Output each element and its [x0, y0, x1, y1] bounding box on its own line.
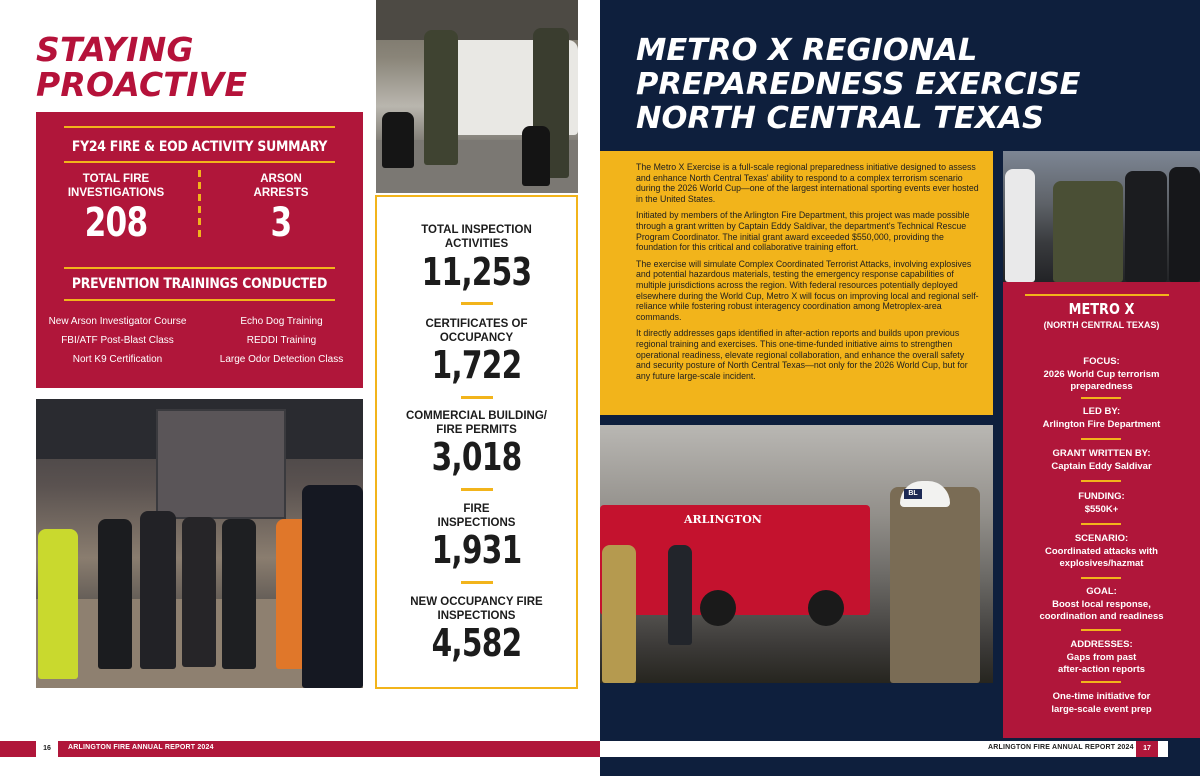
truck-lettering: ARLINGTON [684, 513, 762, 526]
metro-item-goal [1003, 586, 1200, 624]
metro-item-scenario [1003, 533, 1200, 571]
stat-label-line: ARRESTS [253, 187, 309, 199]
title-line: STAYING [36, 30, 194, 69]
metro-item-line: Gaps from past [1066, 651, 1137, 663]
bomb-squad-photo [1003, 151, 1200, 282]
footer-title: ARLINGTON FIRE ANNUAL REPORT 2024 [988, 744, 1134, 751]
page-number: 17 [1136, 741, 1158, 757]
summary-heading: FY24 FIRE & EOD ACTIVITY SUMMARY [71, 139, 328, 155]
training-item: Echo Dog Training [240, 316, 323, 327]
stat-value: 3,018 [431, 435, 522, 479]
title-line: PROACTIVE [36, 65, 248, 104]
title-line: METRO X REGIONAL [636, 33, 978, 68]
footer-left [0, 741, 600, 757]
stat-label-line: CERTIFICATES OF [425, 318, 528, 330]
metro-item-line: GRANT WRITTEN BY: [1052, 448, 1151, 459]
training-item: New Arson Investigator Course [48, 316, 187, 327]
metro-item-line: Coordinated attacks with [1045, 545, 1158, 557]
person-figure [1169, 167, 1200, 282]
person-figure [1125, 171, 1167, 282]
title-line: NORTH CENTRAL TEXAS [636, 101, 1044, 136]
divider [1081, 681, 1121, 683]
metro-title: METRO X [1068, 300, 1135, 318]
dog-figure [522, 126, 550, 186]
fire-truck-photo [600, 425, 993, 683]
divider [461, 581, 493, 584]
metro-item-one-time [1003, 691, 1200, 716]
divider [461, 302, 493, 305]
stat-label-line: COMMERCIAL BUILDING/ [406, 410, 547, 422]
training-class-photo [36, 399, 363, 688]
truck-wheel [700, 590, 736, 626]
body-paragraph: The exercise will simulate Complex Coordinated Terrorist Attacks, involving explosives and potential hazardous materials, testing the emergency response capabilities of multiple jurisdictions across the region. With federal resources potentially deployed elsewhere during the World Cup, Metro X will focus on improving local and regional self-reliance while fostering robust interagency coordination among Metroplex-area commands. [636, 258, 979, 322]
helmet-badge: BL [904, 489, 922, 499]
metro-item-funding [1003, 491, 1200, 516]
metro-item-line: Boost local response, [1052, 598, 1151, 610]
metro-item-line: FUNDING: [1078, 491, 1125, 502]
stat-value-arrests: 3 [270, 200, 292, 246]
divider [1081, 577, 1121, 579]
person-figure [182, 517, 216, 667]
metro-item-line: Captain Eddy Saldivar [1051, 460, 1152, 472]
person-figure [1005, 169, 1035, 282]
metro-item-line: FOCUS: [1083, 356, 1120, 367]
title-line: PREPAREDNESS EXERCISE [636, 67, 1081, 102]
metro-item-led-by [1003, 406, 1200, 431]
metro-item-line: GOAL: [1086, 586, 1117, 597]
stat-value: 11,253 [421, 250, 532, 294]
person-figure [98, 519, 132, 669]
training-item: Large Odor Detection Class [219, 354, 344, 365]
stat-label [377, 318, 576, 345]
metro-item-grant [1003, 448, 1200, 473]
metro-item-line: Arlington Fire Department [1042, 418, 1161, 430]
stat-label-line: OCCUPANCY [439, 331, 514, 344]
exercise-description [600, 151, 993, 415]
divider [461, 488, 493, 491]
divider [64, 267, 335, 269]
stat-label-line: NEW OCCUPANCY FIRE [410, 596, 543, 608]
stat-label-line: INVESTIGATIONS [67, 187, 165, 199]
stat-label-line: INSPECTIONS [437, 516, 516, 529]
truck-wheel [808, 590, 844, 626]
metro-item-line: large-scale event prep [1051, 703, 1152, 715]
firefighter-figure [602, 545, 636, 683]
stat-label-investigations [41, 172, 191, 200]
handler-figure [424, 30, 458, 165]
page-title-right [636, 34, 1081, 136]
footer-title: ARLINGTON FIRE ANNUAL REPORT 2024 [68, 744, 214, 751]
stat-label [377, 224, 576, 251]
stat-value: 1,722 [431, 343, 522, 387]
divider [1081, 523, 1121, 525]
stat-label-line: ACTIVITIES [444, 237, 509, 250]
divider [64, 299, 335, 301]
person-figure [38, 529, 78, 679]
firefighter-figure [668, 545, 692, 645]
person-figure [222, 519, 256, 669]
bomb-suit-figure [1053, 181, 1123, 282]
stat-value: 4,582 [431, 621, 522, 665]
metro-item-line: SCENARIO: [1074, 533, 1129, 544]
page-number: 16 [36, 741, 58, 757]
stat-label-line: TOTAL FIRE [82, 173, 150, 185]
divider [1081, 629, 1121, 631]
person-figure [140, 511, 176, 669]
metro-item-addresses [1003, 639, 1200, 677]
body-paragraph: The Metro X Exercise is a full-scale regional preparedness initiative designed to assess and enhance North Central Texas' ability to respond to a complex terrorism scenario during the 2026 World Cup—one of the largest international sporting events ever hosted in the United States. [636, 162, 979, 204]
metro-item-line: LED BY: [1082, 406, 1121, 417]
stat-label [377, 410, 576, 437]
metro-item-line: preparedness [1070, 381, 1133, 392]
metro-item-line: One-time initiative for [1052, 691, 1151, 702]
stat-value: 1,931 [431, 528, 522, 572]
training-item: Nort K9 Certification [72, 354, 163, 365]
k9-team-photo [376, 0, 578, 193]
divider [1081, 480, 1121, 482]
divider [1025, 294, 1169, 296]
dog-figure [382, 112, 414, 168]
stat-label-line: FIRE PERMITS [436, 423, 517, 436]
instructor-figure [302, 485, 363, 688]
building-interior [156, 409, 286, 519]
metro-item-focus [1003, 356, 1200, 394]
metro-item-line: 2026 World Cup terrorism [1043, 368, 1160, 380]
metro-item-line: $550K+ [1084, 503, 1119, 515]
divider [461, 396, 493, 399]
divider [64, 126, 335, 128]
stat-value-investigations: 208 [84, 200, 148, 246]
firefighter-figure [890, 487, 980, 683]
stat-label [377, 596, 576, 623]
dashed-divider [198, 170, 201, 240]
body-paragraph: It directly addresses gaps identified in after-action reports and builds upon previous regional training and exercises. This one-time-funded initiative aims to strengthen operational readiness, elevate regional collaboration, and enhance the overall safety and security posture of North Central Texas—not only for the 2026 World Cup, but for any future large-scale incident. [636, 328, 968, 381]
divider [1081, 397, 1121, 399]
divider [64, 161, 335, 163]
stat-label-line: FIRE [463, 503, 490, 515]
stat-label-line: ARSON [260, 173, 302, 185]
metro-x-summary-panel [1003, 282, 1200, 738]
trainings-heading: PREVENTION TRAININGS CONDUCTED [71, 276, 328, 292]
stat-label-line: TOTAL INSPECTION [421, 224, 532, 236]
page-title-left [36, 32, 247, 102]
training-item: FBI/ATF Post-Blast Class [61, 335, 174, 346]
metro-item-line: coordination and readiness [1039, 611, 1164, 622]
right-page [600, 0, 1200, 776]
activity-summary-panel [36, 112, 363, 388]
inspection-stats-panel [375, 195, 578, 689]
stat-label-arrests [206, 172, 356, 200]
body-paragraph: Initiated by members of the Arlington Fire Department, this project was made possible through a grant written by Captain Eddy Saldivar, the department's Technical Rescue Program Coordinator. The initial grant award exceeded $550,000, providing the foundation for this critical and collaborative training effort. [636, 210, 970, 253]
divider [1081, 438, 1121, 440]
footer-right [600, 741, 1168, 757]
stat-label-line: INSPECTIONS [437, 609, 516, 622]
metro-item-line: ADDRESSES: [1070, 639, 1133, 650]
metro-item-line: after-action reports [1057, 664, 1146, 675]
training-item: REDDI Training [246, 335, 317, 346]
metro-item-line: explosives/hazmat [1059, 558, 1144, 569]
metro-subtitle: (NORTH CENTRAL TEXAS) [1043, 320, 1160, 330]
stat-label [377, 503, 576, 530]
